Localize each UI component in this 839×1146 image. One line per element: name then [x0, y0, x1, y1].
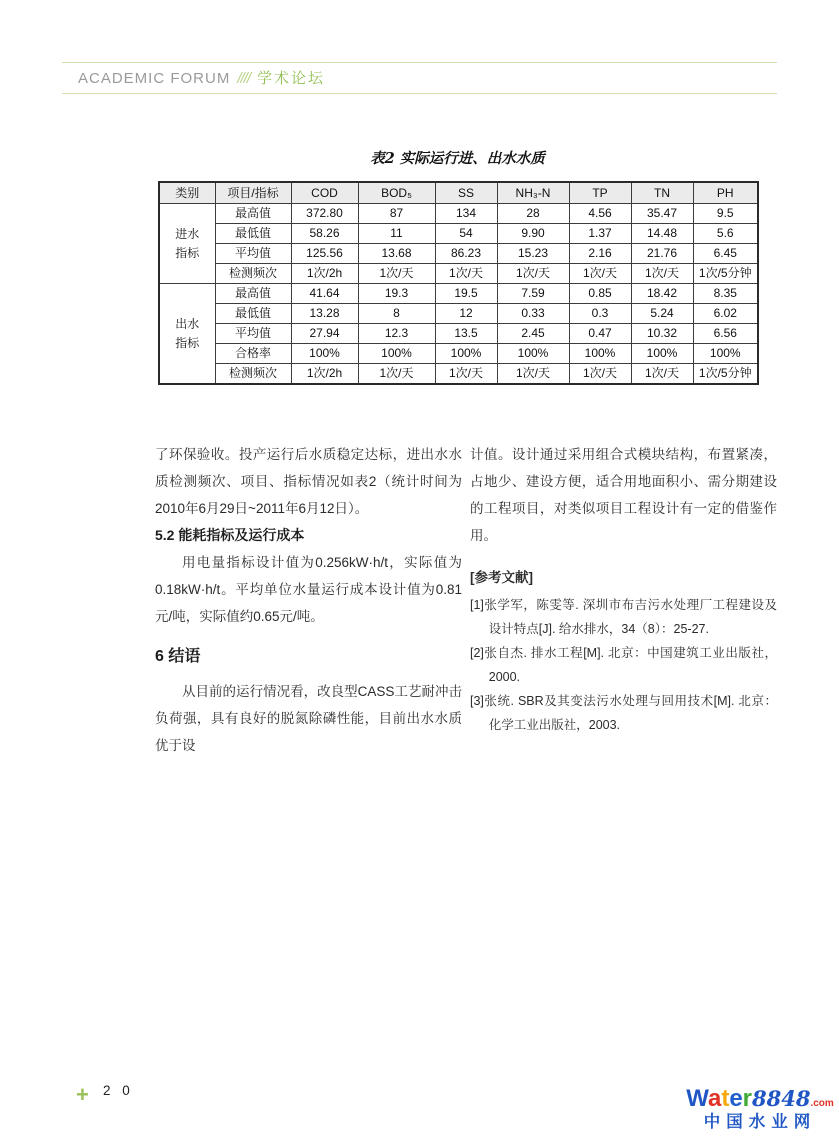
- data-cell: 10.32: [631, 324, 693, 344]
- data-cell: 8: [358, 304, 435, 324]
- data-cell: 1次/天: [435, 264, 497, 284]
- table-row: [159, 344, 758, 364]
- data-cell: 1次/天: [358, 264, 435, 284]
- reference-1: [1]张学军，陈雯等. 深圳市布吉污水处理厂工程建设及设计特点[J]. 给水排水，34（8）：25-27.: [470, 598, 777, 636]
- data-cell: 134: [435, 204, 497, 224]
- article-columns: [155, 441, 777, 759]
- data-cell: 125.56: [291, 244, 358, 264]
- plus-icon: +: [76, 1082, 89, 1107]
- column-header-0: 类别: [159, 182, 215, 204]
- data-cell: 1次/2h: [291, 364, 358, 385]
- paragraph-design: 计值。设计通过采用组合式模块结构，布置紧凑，占地少、建设方便，适合用地面积小、需分期建设的工程项目，对类似项目工程设计有一定的借鉴作用。: [470, 447, 777, 543]
- header-text: [62, 67, 777, 88]
- column-header-4: SS: [435, 182, 497, 204]
- row-label: 最低值: [215, 304, 291, 324]
- data-cell: 9.90: [497, 224, 569, 244]
- watermark-water-text: [686, 1085, 753, 1112]
- watermark-subtitle-cn: 中国水业网: [703, 1113, 817, 1131]
- data-cell: 100%: [693, 344, 758, 364]
- data-cell: 8.35: [693, 284, 758, 304]
- data-cell: 1.37: [569, 224, 631, 244]
- table-head: [159, 182, 758, 204]
- data-cell: 1次/天: [497, 264, 569, 284]
- data-cell: 12: [435, 304, 497, 324]
- data-cell: 100%: [358, 344, 435, 364]
- group-label-text: 进水指标: [175, 226, 200, 260]
- data-cell: 13.28: [291, 304, 358, 324]
- table-row: [159, 304, 758, 324]
- watermark-dotcom: .com: [810, 1098, 834, 1109]
- group-label-0: [159, 204, 215, 284]
- watermark-wordmark: [685, 1087, 835, 1111]
- data-cell: 15.23: [497, 244, 569, 264]
- watermark-letter: r: [742, 1085, 753, 1112]
- data-cell: 1次/天: [631, 264, 693, 284]
- column-header-3: BOD₅: [358, 182, 435, 204]
- paragraph-conclusion: 从目前的运行情况看，改良型CASS工艺耐冲击负荷强，具有良好的脱氮除磷性能，目前出水水质优于设: [155, 684, 462, 753]
- data-cell: 6.02: [693, 304, 758, 324]
- data-cell: 27.94: [291, 324, 358, 344]
- data-cell: 87: [358, 204, 435, 224]
- data-cell: 100%: [291, 344, 358, 364]
- row-label: 平均值: [215, 244, 291, 264]
- row-label: 检测频次: [215, 364, 291, 385]
- watermark-letter: t: [721, 1085, 730, 1112]
- column-header-1: 项目/指标: [215, 182, 291, 204]
- header-title-cn: 学术论坛: [257, 70, 326, 87]
- watermark-number: 8848: [752, 1086, 811, 1111]
- watermark-logo: [685, 1087, 835, 1131]
- right-column: [470, 441, 777, 759]
- water-quality-table: [158, 181, 759, 385]
- reference-3: [3]张统. SBR及其变法污水处理与回用技术[M]. 北京：化学工业出版社，2003.: [470, 694, 777, 732]
- column-header-8: PH: [693, 182, 758, 204]
- section-heading-6: 6 结语: [155, 648, 201, 665]
- data-cell: 58.26: [291, 224, 358, 244]
- paragraph-continuation: 了环保验收。投产运行后水质稳定达标，进出水水质检测频次、项目、指标情况如表2（统计时间为2010年6月29日~2011年6月12日）。: [155, 447, 462, 516]
- data-cell: 4.56: [569, 204, 631, 224]
- data-cell: 100%: [569, 344, 631, 364]
- table-row: [159, 364, 758, 385]
- left-column: [155, 441, 462, 759]
- data-cell: 1次/5分钟: [693, 364, 758, 385]
- data-cell: 35.47: [631, 204, 693, 224]
- data-cell: 372.80: [291, 204, 358, 224]
- data-cell: 5.6: [693, 224, 758, 244]
- row-label: 最高值: [215, 284, 291, 304]
- row-label: 最低值: [215, 224, 291, 244]
- data-cell: 19.3: [358, 284, 435, 304]
- column-header-7: TN: [631, 182, 693, 204]
- data-cell: 1次/5分钟: [693, 264, 758, 284]
- data-cell: 2.16: [569, 244, 631, 264]
- references-heading: [参考文献]: [470, 570, 533, 585]
- paragraph-energy: 用电量指标设计值为0.256kW·h/t，实际值为0.18kW·h/t。平均单位水量运行成本设计值为0.81元/吨，实际值约0.65元/吨。: [155, 555, 462, 624]
- data-cell: 86.23: [435, 244, 497, 264]
- data-cell: 21.76: [631, 244, 693, 264]
- data-cell: 1次/天: [435, 364, 497, 385]
- page-number: 2 0: [103, 1083, 134, 1098]
- table-body: [159, 204, 758, 385]
- table-row: [159, 224, 758, 244]
- slashes-decoration: ////: [237, 70, 251, 87]
- data-cell: 19.5: [435, 284, 497, 304]
- data-cell: 1次/天: [569, 264, 631, 284]
- data-cell: 0.47: [569, 324, 631, 344]
- watermark-letter: W: [686, 1085, 708, 1112]
- table-row: [159, 204, 758, 224]
- data-cell: 1次/2h: [291, 264, 358, 284]
- page-header: [62, 62, 777, 94]
- data-cell: 0.33: [497, 304, 569, 324]
- data-cell: 0.85: [569, 284, 631, 304]
- data-cell: 0.3: [569, 304, 631, 324]
- data-cell: 14.48: [631, 224, 693, 244]
- row-label: 平均值: [215, 324, 291, 344]
- reference-2: [2]张自杰. 排水工程[M]. 北京：中国建筑工业出版社，2000.: [470, 646, 777, 684]
- table-row: [159, 244, 758, 264]
- table-caption: 表2 实际运行进、出水水质: [370, 150, 545, 167]
- data-cell: 18.42: [631, 284, 693, 304]
- row-label: 检测频次: [215, 264, 291, 284]
- row-label: 最高值: [215, 204, 291, 224]
- data-cell: 1次/天: [358, 364, 435, 385]
- group-label-text: 出水指标: [175, 316, 200, 350]
- table-row: [159, 284, 758, 304]
- data-cell: 41.64: [291, 284, 358, 304]
- data-cell: 6.56: [693, 324, 758, 344]
- section-heading-5-2: 5.2 能耗指标及运行成本: [155, 527, 305, 543]
- data-cell: 100%: [497, 344, 569, 364]
- table-row: [159, 264, 758, 284]
- table-row: [159, 324, 758, 344]
- data-cell: 1次/天: [569, 364, 631, 385]
- data-cell: 100%: [435, 344, 497, 364]
- data-cell: 100%: [631, 344, 693, 364]
- header-title-en: ACADEMIC FORUM: [78, 70, 231, 87]
- data-cell: 13.68: [358, 244, 435, 264]
- group-label-1: [159, 284, 215, 385]
- column-header-6: TP: [569, 182, 631, 204]
- watermark-letter: a: [707, 1085, 722, 1112]
- data-cell: 7.59: [497, 284, 569, 304]
- references-list: [470, 593, 777, 737]
- row-label: 合格率: [215, 344, 291, 364]
- data-cell: 1次/天: [497, 364, 569, 385]
- watermark-letter: e: [729, 1085, 743, 1112]
- data-cell: 54: [435, 224, 497, 244]
- table-header-row: [159, 182, 758, 204]
- data-cell: 5.24: [631, 304, 693, 324]
- column-header-2: COD: [291, 182, 358, 204]
- column-header-5: NH₃-N: [497, 182, 569, 204]
- data-cell: 9.5: [693, 204, 758, 224]
- data-cell: 2.45: [497, 324, 569, 344]
- data-cell: 11: [358, 224, 435, 244]
- data-cell: 13.5: [435, 324, 497, 344]
- data-cell: 28: [497, 204, 569, 224]
- data-cell: 6.45: [693, 244, 758, 264]
- data-cell: 1次/天: [631, 364, 693, 385]
- data-cell: 12.3: [358, 324, 435, 344]
